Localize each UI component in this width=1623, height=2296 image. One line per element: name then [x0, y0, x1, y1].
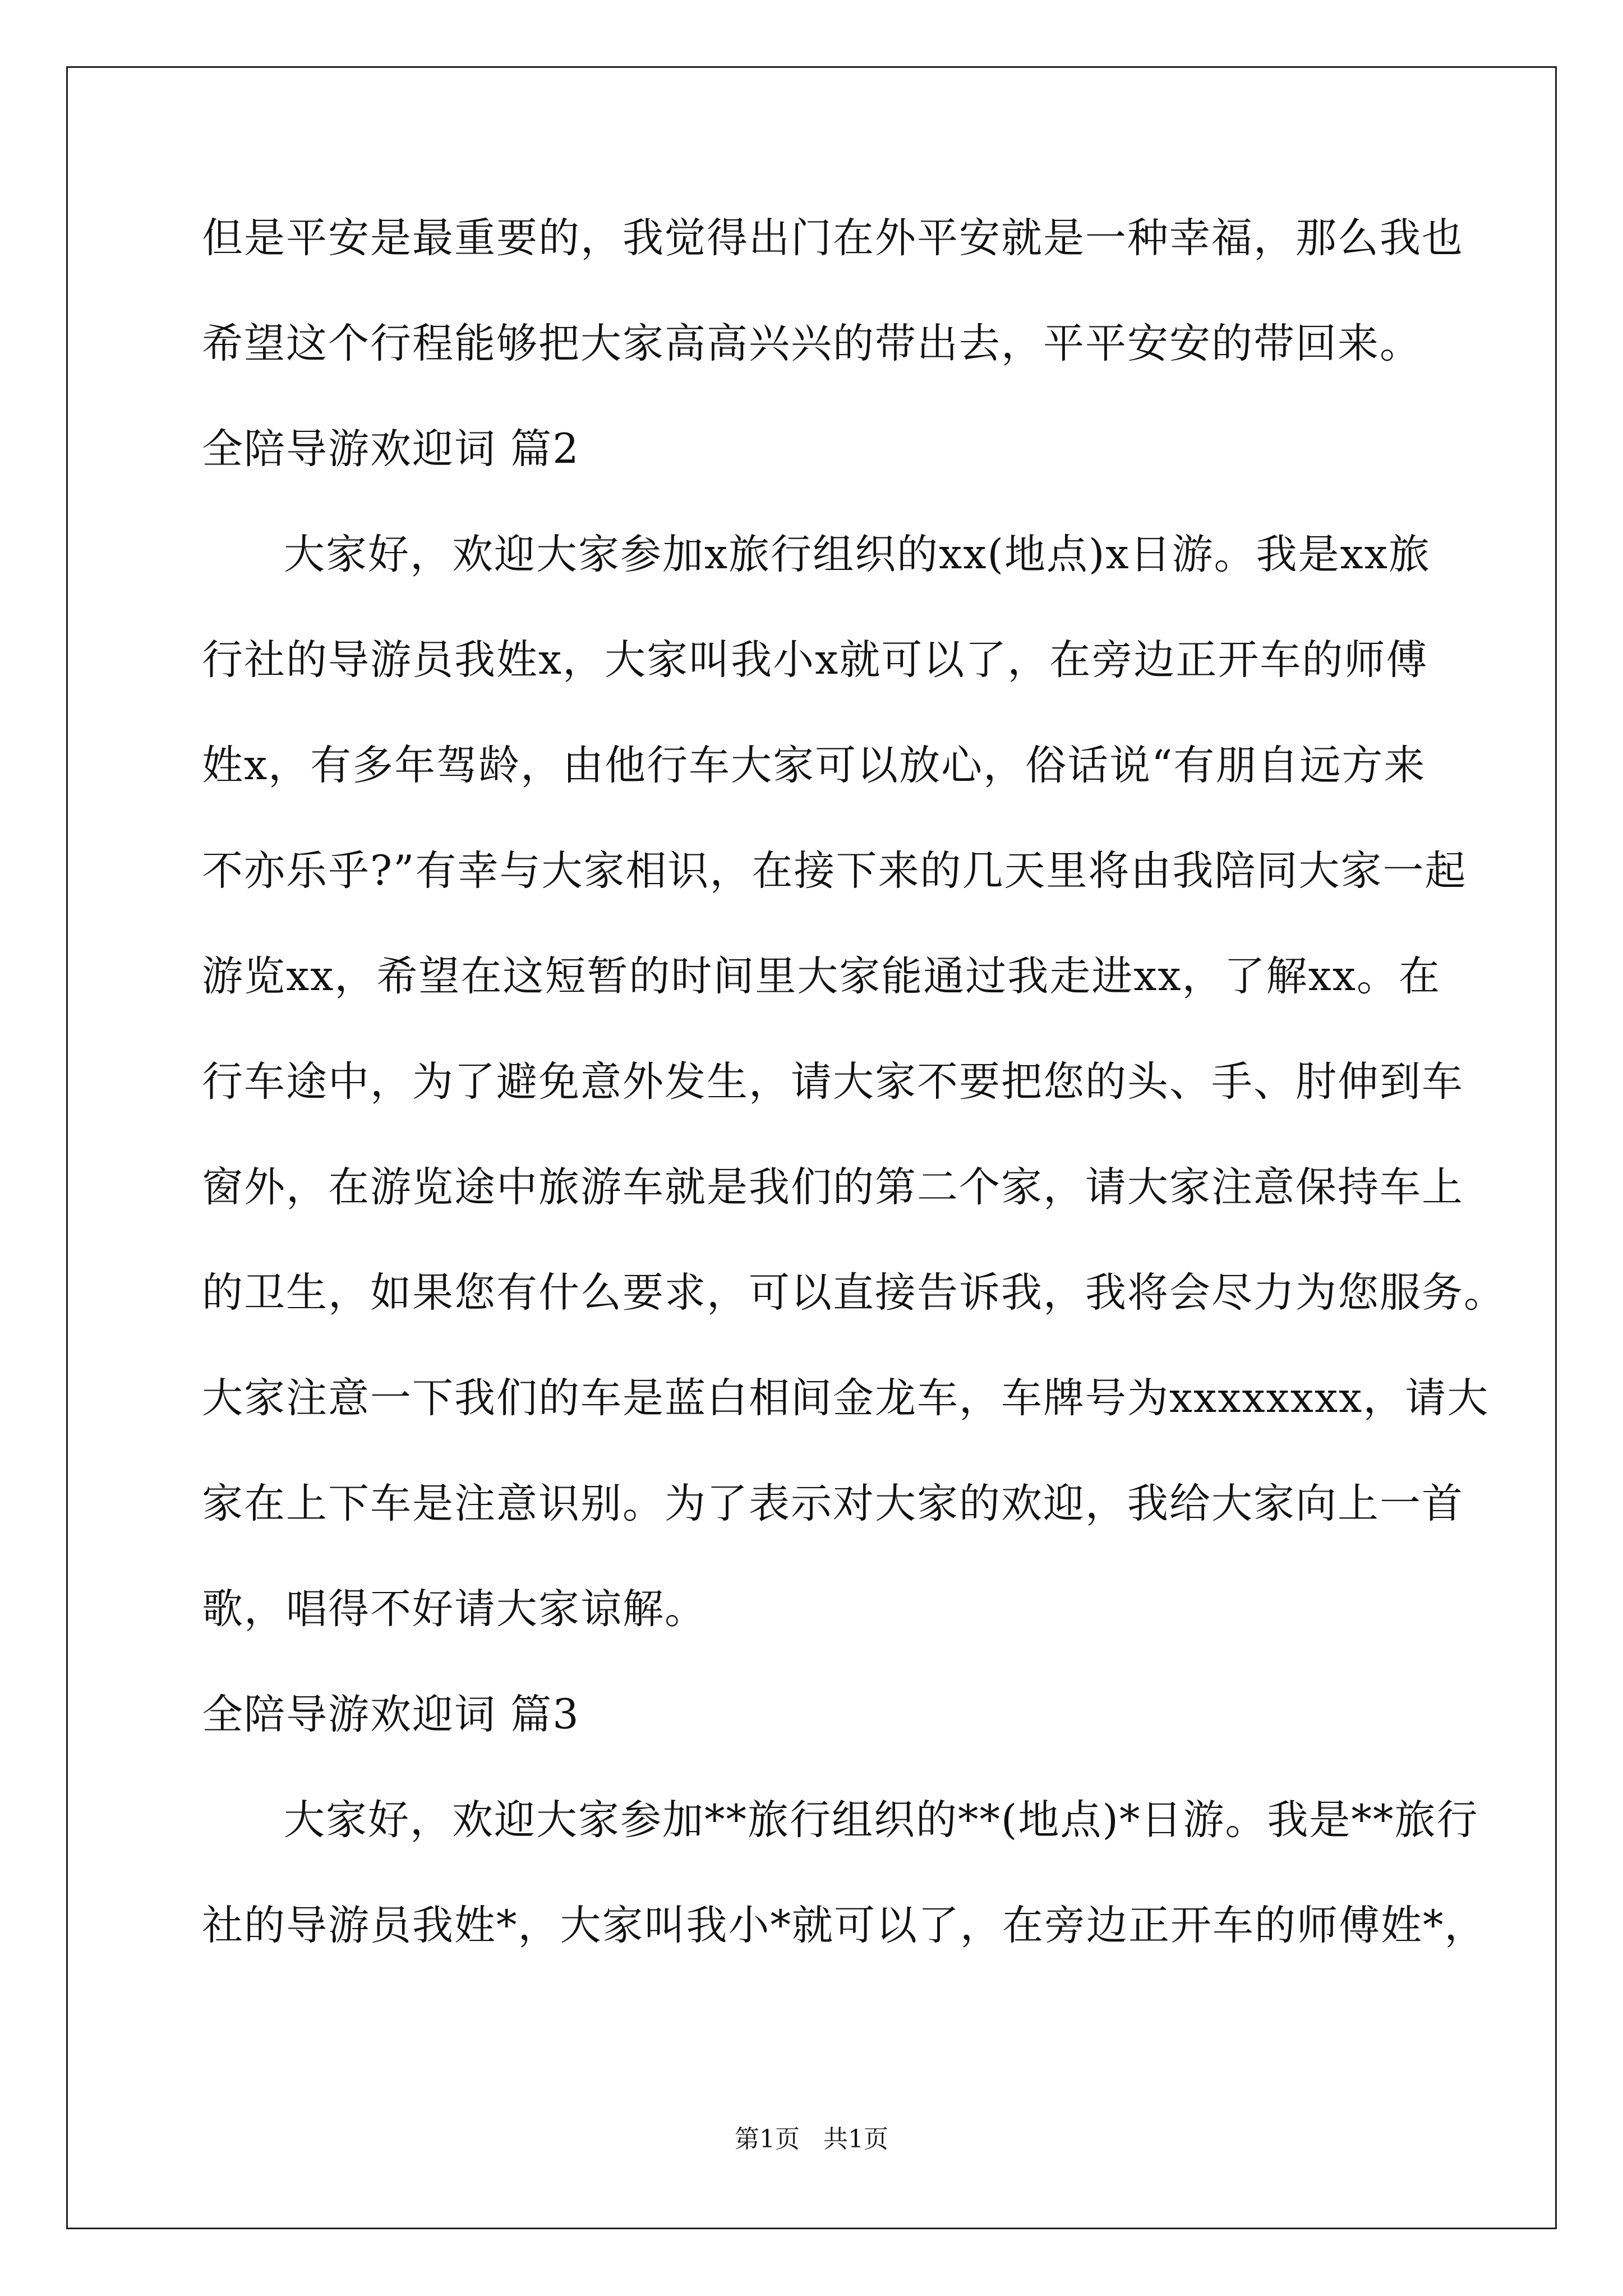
- paragraph-line: 窗外，在游览途中旅游车就是我们的第二个家，请大家注意保持车上: [202, 1163, 1464, 1211]
- paragraph-line: 社的导游员我姓*，大家叫我小*就可以了，在旁边正开车的师傅姓*，: [202, 1902, 1487, 1949]
- paragraph-line: 大家好，欢迎大家参加**旅行组织的**(地点)*日游。我是**旅行: [284, 1796, 1479, 1844]
- section-heading: 全陪导游欢迎词 篇2: [202, 425, 580, 473]
- paragraph-line: 大家注意一下我们的车是蓝白相间金龙车，车牌号为xxxxxxxx，请大: [202, 1374, 1490, 1422]
- paragraph-line: 行车途中，为了避免意外发生，请大家不要把您的头、手、肘伸到车: [202, 1058, 1464, 1106]
- paragraph-line: 姓x，有多年驾龄，由他行车大家可以放心，俗话说“有朋自远方来: [202, 742, 1426, 789]
- paragraph-line: 家在上下车是注意识别。为了表示对大家的欢迎，我给大家向上一首: [202, 1480, 1464, 1527]
- paragraph-line: 行社的导游员我姓x，大家叫我小x就可以了，在旁边正开车的师傅: [202, 636, 1428, 684]
- paragraph-line: 的卫生，如果您有什么要求，可以直接告诉我，我将会尽力为您服务。: [202, 1269, 1506, 1317]
- paragraph-line: 希望这个行程能够把大家高高兴兴的带出去，平平安安的带回来。: [202, 320, 1422, 367]
- paragraph-line: 但是平安是最重要的，我觉得出门在外平安就是一种幸福，那么我也: [202, 214, 1464, 262]
- paragraph-line: 不亦乐乎?”有幸与大家相识，在接下来的几天里将由我陪同大家一起: [202, 847, 1467, 895]
- paragraph-line: 游览xx，希望在这短暂的时间里大家能通过我走进xx，了解xx。在: [202, 953, 1441, 1000]
- page-number-footer: 第1页 共1页: [735, 2125, 888, 2154]
- paragraph-line: 歌，唱得不好请大家谅解。: [202, 1585, 707, 1633]
- section-heading: 全陪导游欢迎词 篇3: [202, 1691, 580, 1738]
- paragraph-line: 大家好，欢迎大家参加x旅行组织的xx(地点)x日游。我是xx旅: [284, 531, 1431, 578]
